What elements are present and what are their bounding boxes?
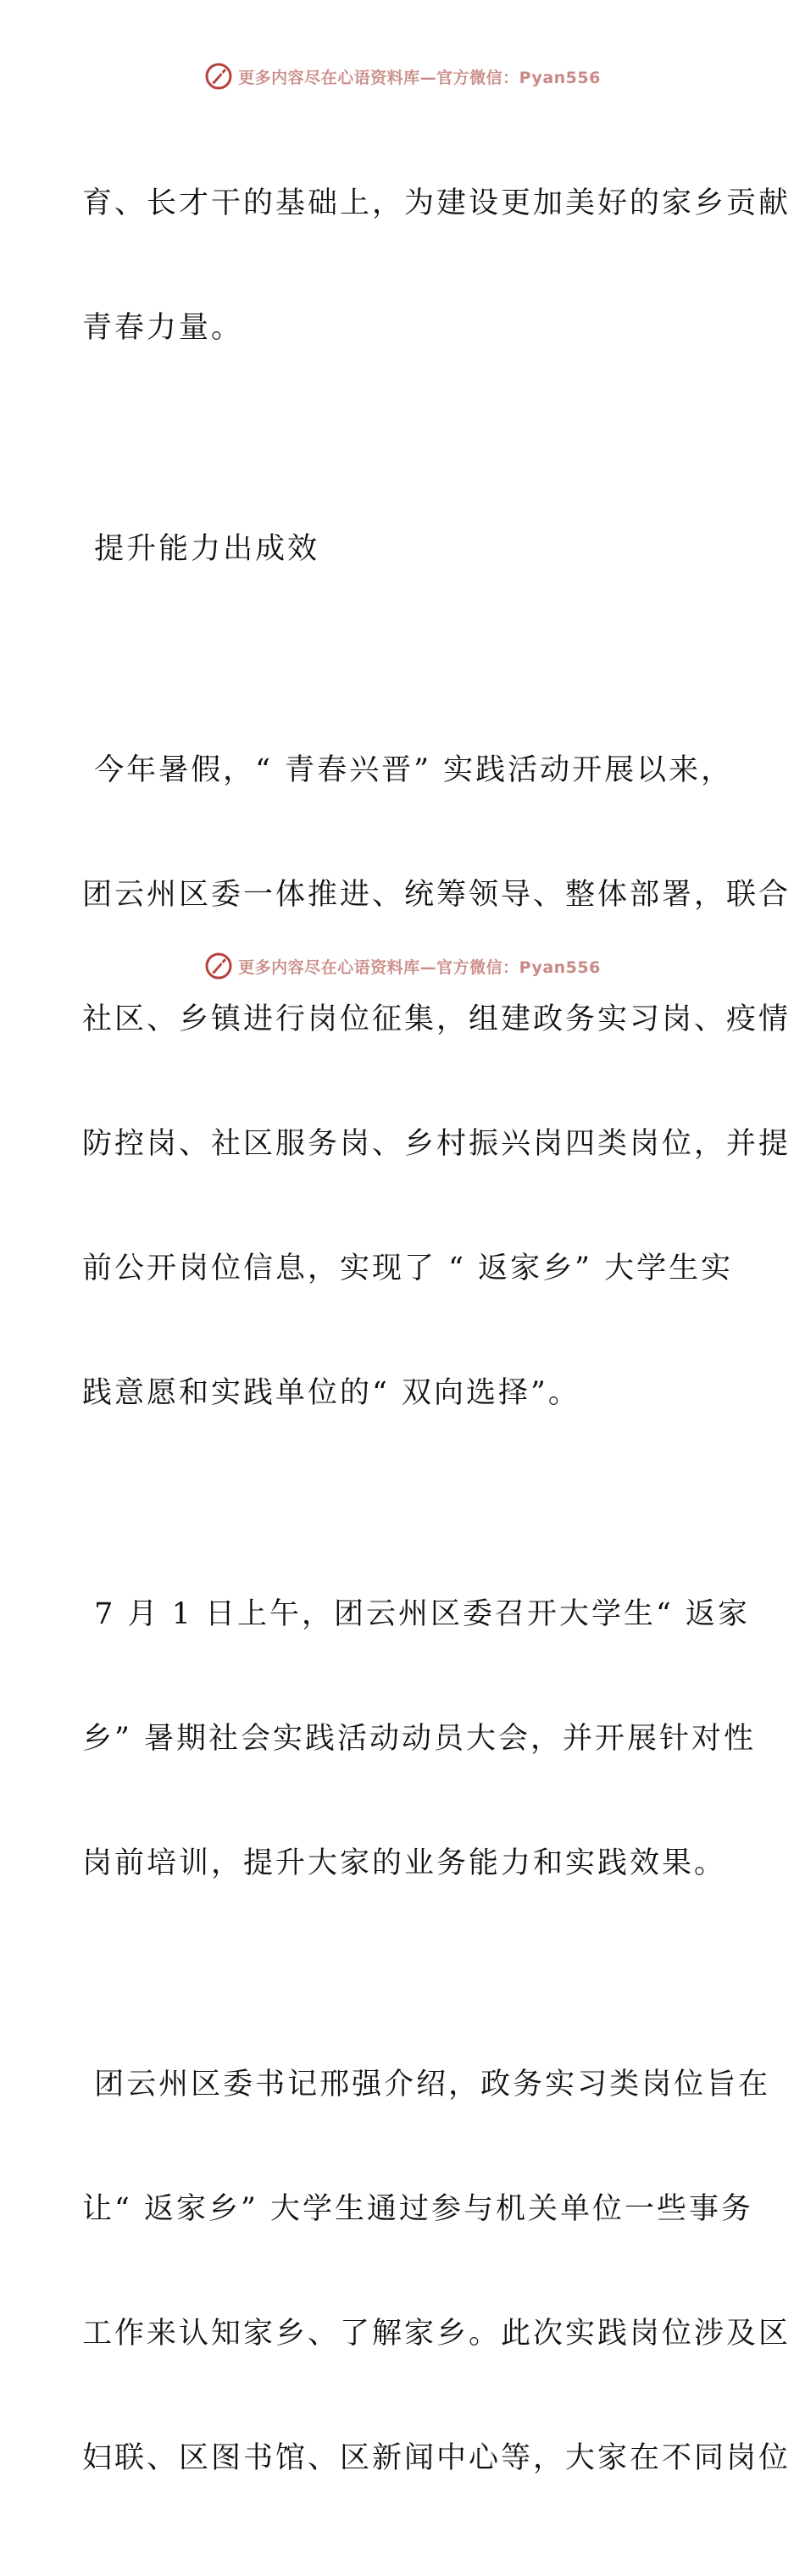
quill-pen-logo-icon	[204, 62, 233, 91]
text-line: 前公开岗位信息，实现了 “ 返家乡” 大学生实	[82, 1252, 734, 1285]
text-line: 乡” 暑期社会实践活动动员大会，并开展针对性	[82, 1722, 757, 1756]
text-line: 工作来认知家乡、了解家乡。此次实践岗位涉及区	[82, 2317, 791, 2351]
text-line: 团云州区委书记邢强介绍，政务实习类岗位旨在	[82, 2068, 771, 2101]
watermark-footer	[0, 949, 805, 983]
watermark-text: 更多内容尽在心语资料库—官方微信：Pyan556	[238, 68, 601, 87]
text-line: 今年暑假，“ 青春兴晋” 实践活动开展以来，	[82, 753, 734, 787]
watermark-group	[204, 62, 601, 91]
watermark-text: 更多内容尽在心语资料库—官方微信：Pyan556	[238, 958, 601, 977]
text-line: 提升能力出成效	[82, 532, 320, 566]
section-heading	[82, 446, 726, 653]
text-line: 社区、乡镇进行岗位征集，组建政务实习岗、疫情	[82, 1002, 791, 1036]
quill-pen-logo-icon	[204, 952, 233, 980]
text-line: 防控岗、社区服务岗、乡村振兴岗四类岗位，并提	[82, 1127, 791, 1161]
watermark-header	[0, 59, 805, 93]
text-line: 让“ 返家乡” 大学生通过参与机关单位一些事务	[82, 2192, 754, 2226]
paragraph	[82, 100, 791, 432]
text-line: 育、长才干的基础上，为建设更加美好的家乡贡献	[82, 186, 791, 220]
text-line: 团云州区委一体推进、统筹领导、整体部署，联合	[82, 878, 791, 912]
text-line: 青春力量。	[82, 311, 244, 345]
paragraph	[82, 1981, 791, 2562]
paragraph	[82, 667, 791, 1497]
text-line: 妇联、区图书馆、区新闻中心等，大家在不同岗位	[82, 2441, 791, 2475]
paragraph	[82, 1511, 757, 1968]
watermark-group	[204, 952, 601, 980]
text-line: 践意愿和实践单位的“ 双向选择”。	[82, 1376, 580, 1410]
text-line: 7 月 1 日上午，团云州区委召开大学生“ 返家	[82, 1597, 751, 1631]
text-line: 岗前培训，提升大家的业务能力和实践效果。	[82, 1846, 727, 1880]
document-body	[82, 100, 791, 2576]
